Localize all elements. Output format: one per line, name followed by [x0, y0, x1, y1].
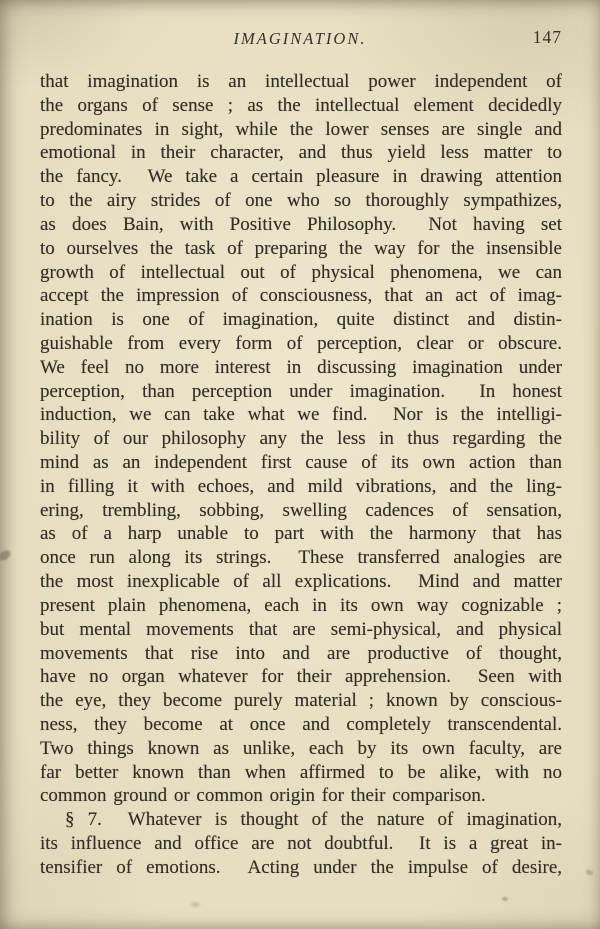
running-header: [0, 29, 600, 51]
paragraph: [40, 808, 562, 879]
text-line: to the airy strides of one who so thoroughly sympathizes,: [40, 190, 562, 212]
text-line: its influence and office are not doubtful. It is a great in-: [40, 833, 562, 854]
scan-smudge: [0, 549, 12, 563]
text-line: the fancy. We take a certain pleasure in drawing attention: [40, 166, 562, 188]
text-line: far better known than when affirmed to be alike, with no: [40, 761, 562, 783]
text-line: mind as an independent first cause of its own action than: [40, 452, 562, 473]
scan-speck: [191, 902, 200, 907]
text-line: movements that rise into and are productive of thought,: [40, 642, 562, 664]
text-line: common ground or common origin for their comparison.: [40, 785, 486, 807]
text-line: ness, they become at once and completely transcendental.: [40, 713, 562, 735]
text-line: perception, than perception under imagination. In honest: [40, 380, 562, 402]
text-line: guishable from every form of perception, clear or obscure.: [40, 332, 562, 354]
text-line: bility of our philosophy any the less in thus regarding the: [40, 428, 562, 450]
text-line: as of a harp unable to part with the harmony that has: [40, 523, 562, 545]
running-header-title: IMAGINATION.: [233, 29, 367, 48]
text-line: the most inexplicable of all explications. Mind and matter: [40, 571, 562, 593]
text-line: the organs of sense ; as the intellectual element decidedly: [40, 94, 562, 116]
text-line: accept the impression of consciousness, that an act of imag-: [40, 285, 562, 307]
paragraph: [40, 70, 562, 808]
text-line: in filling it with echoes, and mild vibrations, and the ling-: [40, 475, 562, 497]
scan-speck: [585, 869, 594, 877]
text-line: have no organ whatever for their apprehension. Seen with: [40, 666, 562, 688]
text-line: that imagination is an intellectual power independent of: [40, 71, 562, 92]
text-line: as does Bain, with Positive Philosophy. Not having set: [40, 213, 562, 235]
scan-speck: [502, 897, 508, 901]
text-line: We feel no more interest in discussing imagination under: [40, 356, 562, 378]
text-line: induction, we can take what we find. Nor is the intelligi-: [40, 404, 562, 426]
text-line: the eye, they become purely material ; known by conscious-: [40, 690, 562, 712]
text-line: predominates in sight, while the lower senses are single and: [40, 118, 562, 140]
text-line: growth of intellectual out of physical phenomena, we can: [40, 261, 562, 283]
text-line: emotional in their character, and thus yield less matter to: [40, 142, 562, 164]
page-number: 147: [532, 27, 562, 47]
text-line: ination is one of imagination, quite distinct and distin-: [40, 309, 562, 331]
text-line: but mental movements that are semi-physical, and physical: [40, 618, 562, 640]
text-line: § 7. Whatever is thought of the nature of imagination,: [65, 809, 562, 831]
text-line: tensifier of emotions. Acting under the impulse of desire,: [40, 856, 562, 878]
text-line: to ourselves the task of preparing the way for the insensible: [40, 237, 562, 259]
page-body: [40, 70, 562, 880]
text-line: Two things known as unlike, each by its own faculty, are: [40, 737, 562, 759]
text-line: once run along its strings. These transferred analogies are: [40, 547, 562, 569]
text-line: present plain phenomena, each in its own way cognizable ;: [40, 594, 562, 616]
text-line: ering, trembling, sobbing, swelling cadences of sensation,: [40, 499, 562, 521]
